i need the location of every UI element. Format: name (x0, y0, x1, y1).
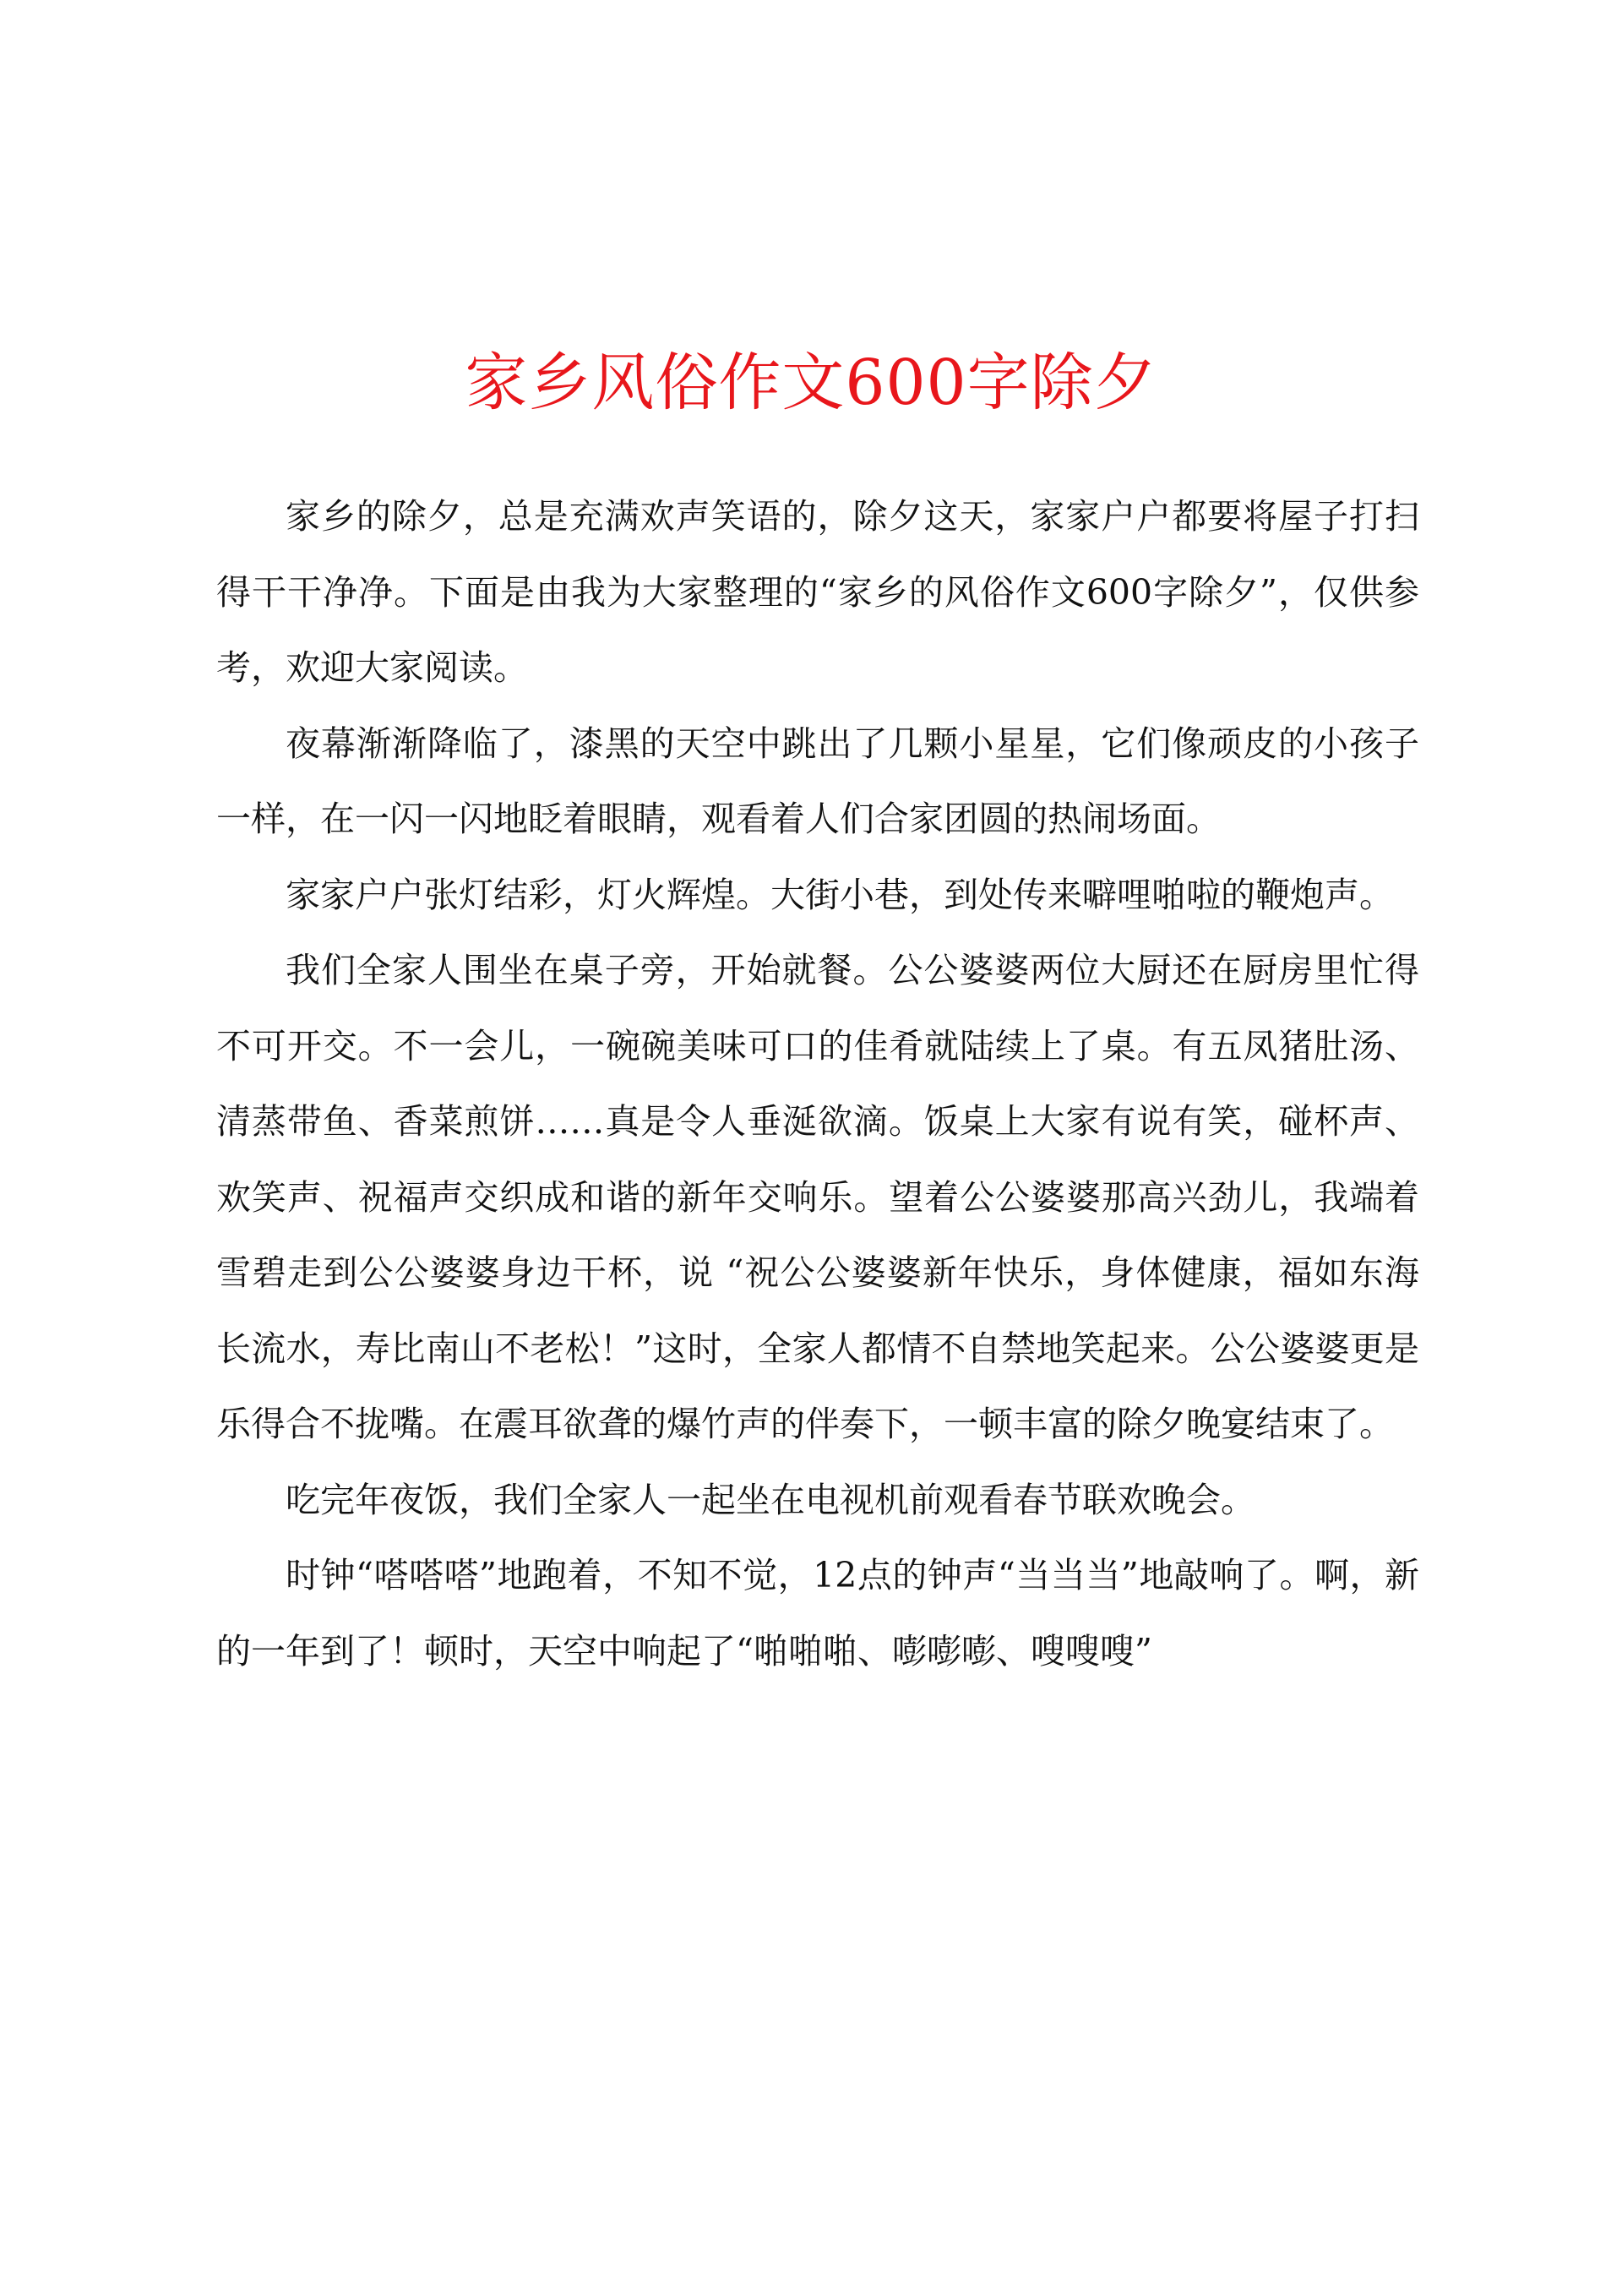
paragraph-midnight: 时钟“嗒嗒嗒”地跑着，不知不觉，12点的钟声“当当当”地敲响了。啊，新的一年到了！顿时，天空中响起了“啪啪啪、嘭嘭嘭、嗖嗖嗖” (216, 1555, 1419, 1672)
paragraph-lanterns: 家家户户张灯结彩，灯火辉煌。大街小巷，到处传来噼哩啪啦的鞭炮声。 (286, 874, 1394, 915)
paragraph-dinner: 我们全家人围坐在桌子旁，开始就餐。公公婆婆两位大厨还在厨房里忙得不可开交。不一会儿，一碗碗美味可口的佳肴就陆续上了桌。有五凤猪肚汤、清蒸带鱼、香菜煎饼……真是令人垂涎欲滴。饭桌上大家有说有笑，碰杯声、欢笑声、祝福声交织成和谐的新年交响乐。望着公公婆婆那高兴劲儿，我端着雪碧走到公公婆婆身边干杯，说 “祝公公婆婆新年快乐，身体健康，福如东海长流水，寿比南山不老松！”这时，全家人都情不自禁地笑起来。公公婆婆更是乐得合不拢嘴。在震耳欲聋的爆竹声的伴奏下，一顿丰富的除夕晚宴结束了。 (216, 950, 1419, 1444)
paragraph-nightfall: 夜幕渐渐降临了，漆黑的天空中跳出了几颗小星星，它们像顽皮的小孩子一样，在一闪一闪地眨着眼睛，观看着人们合家团圆的热闹场面。 (216, 723, 1419, 839)
document-title: 家乡风俗作文600字除夕 (465, 346, 1157, 419)
paragraph-intro: 家乡的除夕，总是充满欢声笑语的，除夕这天，家家户户都要将屋子打扫得干干净净。下面是由我为大家整理的“家乡的风俗作文600字除夕”，仅供参考，欢迎大家阅读。 (216, 496, 1419, 688)
paragraph-gala: 吃完年夜饭，我们全家人一起坐在电视机前观看春节联欢晚会。 (286, 1479, 1255, 1520)
document-body (216, 479, 1419, 1689)
